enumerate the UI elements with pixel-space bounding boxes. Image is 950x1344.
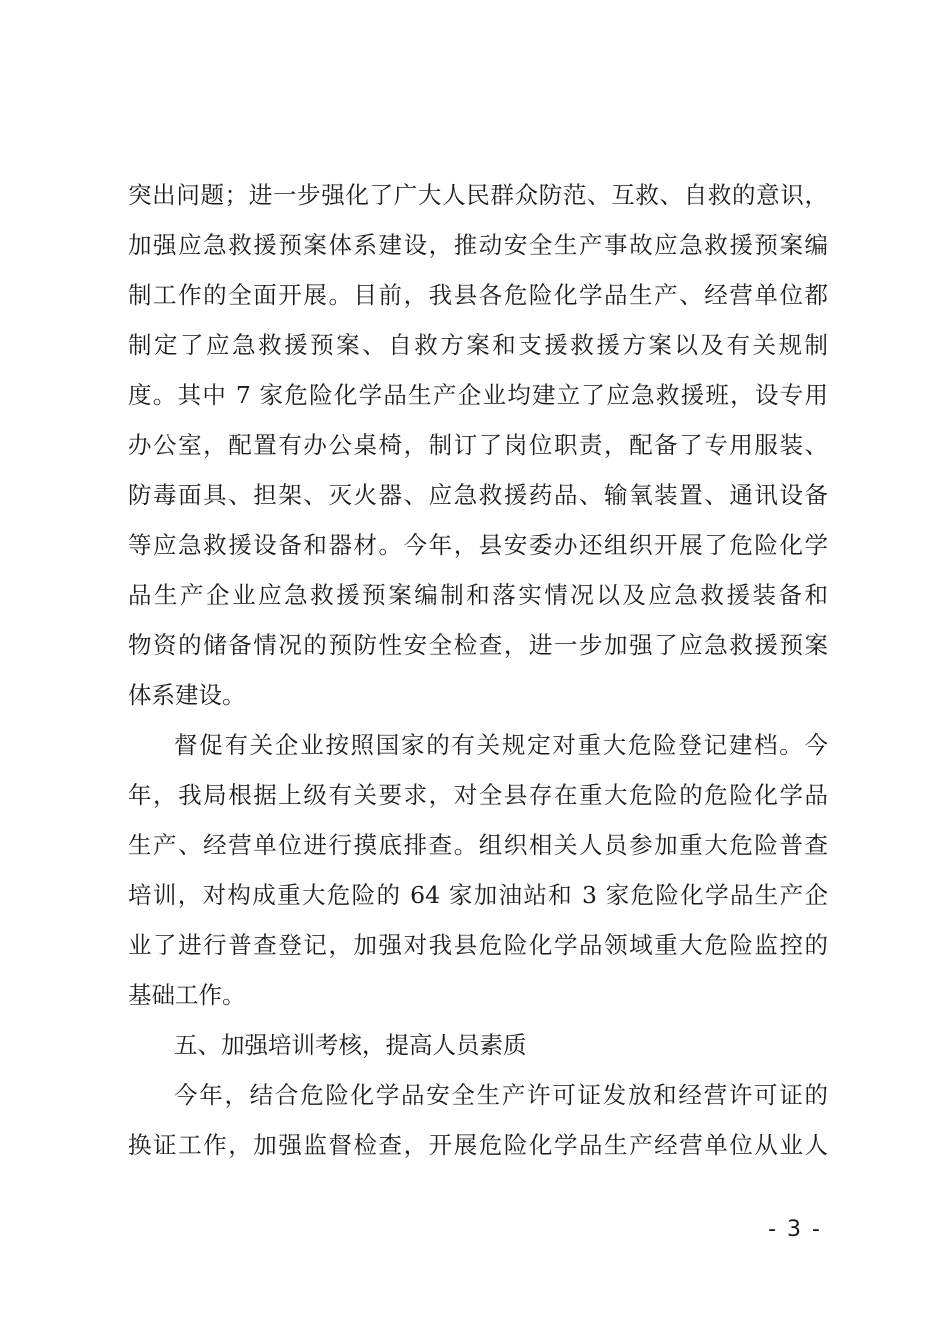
paragraph-1-line-9: 品生产企业应急救援预案编制和落实情况以及应急救援装备和: [128, 581, 828, 609]
paragraph-4-line-2: 换证工作，加强监督检查，开展危险化学品生产经营单位从业人: [128, 1131, 828, 1159]
paragraph-1-line-6: 办公室，配置有办公桌椅，制订了岗位职责，配备了专用服装、: [128, 431, 828, 459]
paragraph-1-line-4: 制定了应急救援预案、自救方案和支援救援方案以及有关规制: [128, 331, 828, 359]
paragraph-2-line-2: 年，我局根据上级有关要求，对全县存在重大危险的危险化学品: [128, 781, 828, 809]
paragraph-1-line-10: 物资的储备情况的预防性安全检查，进一步加强了应急救援预案: [128, 631, 828, 659]
paragraph-2-line-4: 培训，对构成重大危险的 64 家加油站和 3 家危险化学品生产企: [128, 881, 828, 909]
paragraph-1-line-3: 制工作的全面开展。目前，我县各危险化学品生产、经营单位都: [128, 281, 828, 309]
section-heading: 五、加强培训考核，提高人员素质: [174, 1031, 527, 1059]
paragraph-1-line-2: 加强应急救援预案体系建设，推动安全生产事故应急救援预案编: [128, 231, 828, 259]
paragraph-2-line-5: 业了进行普查登记，加强对我县危险化学品领域重大危险监控的: [128, 931, 828, 959]
paragraph-2-line-3: 生产、经营单位进行摸底排查。组织相关人员参加重大危险普查: [128, 831, 828, 859]
paragraph-1-line-11: 体系建设。: [128, 681, 246, 709]
paragraph-1-line-5: 度。其中 7 家危险化学品生产企业均建立了应急救援班，设专用: [128, 381, 828, 409]
paragraph-2-line-6: 基础工作。: [128, 981, 246, 1009]
paragraph-1-line-7: 防毒面具、担架、灭火器、应急救援药品、输氧装置、通讯设备: [128, 481, 828, 509]
page-number: - 3 -: [768, 1217, 822, 1242]
paragraph-1-line-1: 突出问题；进一步强化了广大人民群众防范、互救、自救的意识，: [128, 181, 828, 209]
paragraph-1-line-8: 等应急救援设备和器材。今年，县安委办还组织开展了危险化学: [128, 531, 828, 559]
paragraph-2-line-1: 督促有关企业按照国家的有关规定对重大危险登记建档。今: [174, 731, 828, 759]
paragraph-4-line-1: 今年，结合危险化学品安全生产许可证发放和经营许可证的: [174, 1081, 828, 1109]
